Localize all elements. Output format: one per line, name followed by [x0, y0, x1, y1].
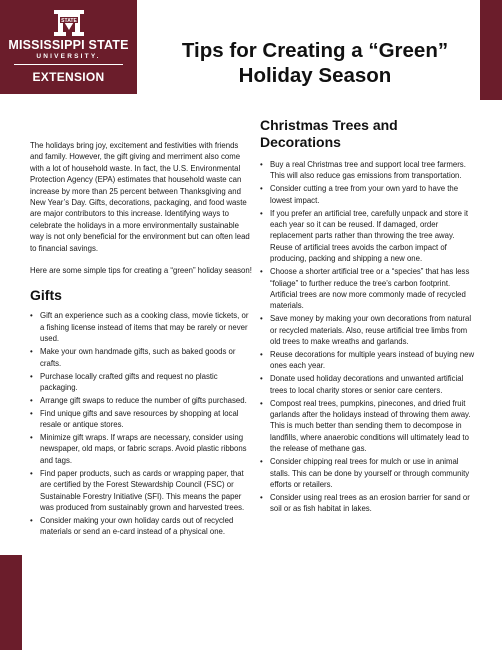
logo-extension: EXTENSION: [32, 70, 105, 84]
bottom-left-accent-bar: [0, 555, 22, 650]
list-item: • Purchase locally crafted gifts and request no plastic packaging.: [30, 371, 218, 392]
page-title: [150, 38, 480, 88]
bullet-icon: •: [260, 457, 263, 467]
bullet-icon: •: [260, 314, 263, 324]
gifts-heading: Gifts: [30, 287, 62, 304]
seal-text: STATE: [61, 18, 77, 24]
mississippi-state-extension-logo: [0, 0, 137, 94]
bullet-icon: •: [30, 515, 33, 525]
list-item: • Make your own handmade gifts, such as baked goods or crafts.: [30, 347, 236, 368]
list-item: • Reuse decorations for multiple years instead of buying new ones each year.: [260, 350, 475, 371]
bullet-icon: •: [30, 433, 33, 443]
trees-list: [260, 159, 478, 515]
bullet-icon: •: [260, 374, 263, 384]
intro-call-to-action: Here are some simple tips for creating a “green” holiday season!: [30, 266, 252, 276]
list-item: • Donate used holiday decorations and unwanted artificial trees to local charity stores or senior care centers.: [260, 374, 464, 395]
list-item: • If you prefer an artificial tree, carefully unpack and store it each year so it can be reused. If damaged, order replacement parts rather than throwing the tree away. Reuse of artificial trees avoids the carbon impact of producing, packing and shipping a new one.: [260, 208, 469, 264]
gifts-list: [30, 310, 252, 537]
list-item: • Consider using real trees as an erosion barrier for sand or soil or as fish habitat in lakes.: [260, 492, 470, 514]
list-item: • Gift an experience such as a cooking class, movie tickets, or a fishing license instead of items that may be rarely or never used.: [30, 311, 249, 344]
bullet-icon: •: [30, 347, 33, 357]
list-item: • Consider cutting a tree from your own yard to have the lowest impact.: [260, 184, 459, 205]
page-title-line-1: Tips for Creating a “Green”: [181, 39, 449, 62]
bullet-icon: •: [260, 208, 263, 218]
bullet-icon: •: [30, 311, 33, 321]
right-column: [260, 117, 478, 516]
list-item: • Buy a real Christmas tree and support local tree farmers. This will also reduce gas emissions from transportation.: [260, 160, 466, 181]
logo-university-word: UNIVERSITY.: [36, 53, 101, 60]
list-item: • Arrange gift swaps to reduce the number of gifts purchased.: [30, 395, 247, 405]
bullet-icon: •: [260, 184, 263, 194]
trees-heading: Christmas Trees and Decorations: [260, 117, 398, 150]
logo-divider: [14, 64, 123, 65]
list-item: • Consider chipping real trees for mulch or use in animal stalls. This can be done by yourself or through community efforts or retailers.: [260, 457, 470, 489]
right-accent-bar: [480, 0, 502, 100]
list-item: • Minimize gift wraps. If wraps are necessary, consider using newspaper, old maps, or fabric scraps. Avoid plastic ribbons and tags.: [30, 433, 247, 465]
bullet-icon: •: [260, 398, 263, 408]
bullet-icon: •: [30, 468, 33, 478]
list-item: • Choose a shorter artificial tree or a “species” that has less “foliage” to further reduce the tree’s carbon footprint. Artificial trees are now more commonly made of recycled materials.: [260, 267, 470, 311]
left-column: [30, 140, 252, 539]
bullet-icon: •: [260, 350, 263, 359]
list-item: • Find paper products, such as cards or wrapping paper, that are certified by the Forest Stewardship Council (FSC) or Sustainable Forestry Initiative (SFI). This means the paper was produced from sustainably grown and harvested trees.: [30, 468, 245, 512]
list-item: • Find unique gifts and save resources by shopping at local resale or antique stores.: [30, 408, 239, 430]
list-item: • Save money by making your own decorations from natural or recycled materials. Also, reuse artificial tree limbs from old trees to make wreaths and garlands.: [260, 314, 472, 347]
bullet-icon: •: [30, 408, 33, 418]
bullet-icon: •: [260, 267, 263, 277]
list-item: • Consider making your own holiday cards out of recycled materials or send an e-card instead of a physical one.: [30, 515, 234, 537]
msu-m-seal-icon: [52, 8, 86, 38]
bullet-icon: •: [260, 492, 263, 502]
list-item: • Compost real trees, pumpkins, pinecones, and dried fruit garlands after the holidays instead of throwing them away. This is much better than sending them to decompose in landfills, where anaerobic conditions will ultimately lead to the release of methane gas.: [260, 398, 471, 454]
intro-paragraph: The holidays bring joy, excitement and festivities with friends and family. However, the gift giving and merriment also come with a lot of household waste. In fact, the U.S. Environmental Protection Agency (EPA) estimates that household waste can increase by more than 25 percent between Thanksgiving and New Year’s Day. Gifts, decorations, packaging, and food waste are major contributors to this increase. Identifying ways to celebrate the holidays in a more environmentally sustainable way is not only beneficial for the environment but can often lead to financial savings.: [30, 141, 250, 253]
bullet-icon: •: [30, 395, 33, 405]
bullet-icon: •: [30, 371, 33, 381]
page-title-line-2: Holiday Season: [238, 64, 392, 87]
logo-university-name: MISSISSIPPI STATE: [8, 38, 129, 52]
bullet-icon: •: [260, 160, 263, 169]
